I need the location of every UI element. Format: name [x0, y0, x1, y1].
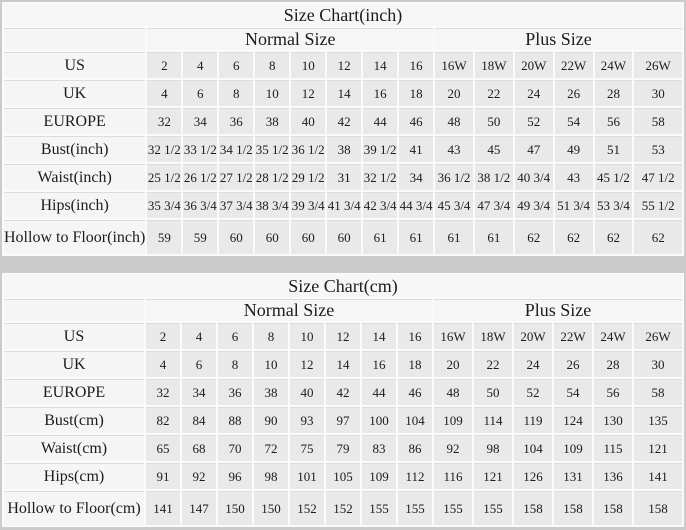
size-cell: 40: [291, 108, 325, 134]
size-cell: 8: [255, 52, 289, 78]
size-cell: 48: [435, 108, 473, 134]
row-label: Hips(inch): [4, 192, 145, 218]
size-cell: 18W: [474, 323, 512, 349]
size-cell: 158: [634, 491, 682, 525]
size-cell: 6: [219, 52, 253, 78]
size-cell: 10: [290, 323, 324, 349]
size-cell: 20W: [514, 323, 552, 349]
size-cell: 65: [146, 435, 180, 461]
size-cell: 16: [398, 323, 432, 349]
size-cell: 8: [218, 351, 252, 377]
size-cell: 37 3/4: [219, 192, 253, 218]
size-cell: 10: [255, 80, 289, 106]
row-label: UK: [4, 351, 144, 377]
size-cell: 109: [362, 463, 396, 489]
size-cell: 155: [474, 491, 512, 525]
size-cell: 130: [594, 407, 632, 433]
size-cell: 62: [595, 220, 633, 254]
size-cell: 32 1/2: [363, 164, 397, 190]
size-cell: 52: [514, 379, 552, 405]
size-cell: 158: [554, 491, 592, 525]
size-cell: 4: [146, 351, 180, 377]
size-cell: 32: [146, 379, 180, 405]
size-cell: 16: [399, 52, 433, 78]
size-cell: 26W: [634, 52, 682, 78]
size-cell: 61: [475, 220, 513, 254]
size-cell: 27 1/2: [219, 164, 253, 190]
row-label: EUROPE: [4, 379, 144, 405]
row-label: US: [4, 52, 145, 78]
size-cell: 24W: [595, 52, 633, 78]
size-cell: 48: [434, 379, 472, 405]
size-cell: 38 3/4: [255, 192, 289, 218]
size-cell: 41 3/4: [327, 192, 361, 218]
size-cell: 24: [515, 80, 553, 106]
size-cell: 22W: [555, 52, 593, 78]
size-cell: 56: [594, 379, 632, 405]
size-cell: 141: [634, 463, 682, 489]
size-cell: 86: [398, 435, 432, 461]
size-cell: 70: [218, 435, 252, 461]
size-cell: 12: [326, 323, 360, 349]
size-cell: 150: [254, 491, 288, 525]
size-cell: 72: [254, 435, 288, 461]
column-group-normal: Normal Size: [147, 28, 433, 50]
size-cell: 38: [254, 379, 288, 405]
size-cell: 44: [363, 108, 397, 134]
size-cell: 114: [474, 407, 512, 433]
size-cell: 4: [183, 52, 217, 78]
size-cell: 92: [182, 463, 216, 489]
size-cell: 16: [362, 351, 396, 377]
size-cell: 101: [290, 463, 324, 489]
size-cell: 152: [326, 491, 360, 525]
size-cell: 155: [398, 491, 432, 525]
size-cell: 115: [594, 435, 632, 461]
row-label: Bust(cm): [4, 407, 144, 433]
size-cell: 43: [435, 136, 473, 162]
size-cell: 29 1/2: [291, 164, 325, 190]
size-cell: 44 3/4: [399, 192, 433, 218]
size-cell: 58: [634, 379, 682, 405]
row-label: Bust(inch): [4, 136, 145, 162]
size-cell: 58: [634, 108, 682, 134]
size-cell: 150: [218, 491, 252, 525]
size-cell: 2: [147, 52, 181, 78]
size-cell: 42 3/4: [363, 192, 397, 218]
row-label: Waist(inch): [4, 164, 145, 190]
size-cell: 18W: [475, 52, 513, 78]
column-group-plus: Plus Size: [434, 299, 682, 321]
size-cell: 34: [183, 108, 217, 134]
size-cell: 31: [327, 164, 361, 190]
table-title: Size Chart(cm): [4, 275, 682, 297]
size-cell: 25 1/2: [147, 164, 181, 190]
size-cell: 24W: [594, 323, 632, 349]
size-cell: 36 3/4: [183, 192, 217, 218]
size-cell: 92: [434, 435, 472, 461]
size-cell: 14: [362, 323, 396, 349]
size-cell: 16W: [435, 52, 473, 78]
size-cell: 47 1/2: [634, 164, 682, 190]
size-cell: 14: [363, 52, 397, 78]
size-cell: 155: [434, 491, 472, 525]
size-cell: 16: [363, 80, 397, 106]
size-cell: 90: [254, 407, 288, 433]
row-label: Waist(cm): [4, 435, 144, 461]
size-cell: 59: [183, 220, 217, 254]
size-cell: 68: [182, 435, 216, 461]
size-cell: 32 1/2: [147, 136, 181, 162]
size-cell: 84: [182, 407, 216, 433]
size-cell: 62: [515, 220, 553, 254]
size-cell: 96: [218, 463, 252, 489]
size-cell: 44: [362, 379, 396, 405]
size-cell: 109: [434, 407, 472, 433]
size-cell: 155: [362, 491, 396, 525]
size-cell: 42: [327, 108, 361, 134]
size-cell: 38: [327, 136, 361, 162]
size-cell: 8: [254, 323, 288, 349]
size-cell: 40: [290, 379, 324, 405]
row-label: Hips(cm): [4, 463, 144, 489]
size-cell: 54: [555, 108, 593, 134]
size-cell: 30: [634, 80, 682, 106]
size-cell: 43: [555, 164, 593, 190]
size-chart-inch-table: [2, 2, 684, 256]
size-cell: 60: [255, 220, 289, 254]
size-cell: 105: [326, 463, 360, 489]
size-cell: 22: [475, 80, 513, 106]
size-cell: 34: [182, 379, 216, 405]
size-cell: 93: [290, 407, 324, 433]
size-cell: 45 3/4: [435, 192, 473, 218]
table-title: Size Chart(inch): [4, 4, 682, 26]
size-cell: 47 3/4: [475, 192, 513, 218]
size-cell: 28: [594, 351, 632, 377]
size-cell: 135: [634, 407, 682, 433]
size-cell: 104: [514, 435, 552, 461]
size-cell: 60: [291, 220, 325, 254]
column-group-normal: Normal Size: [146, 299, 432, 321]
size-cell: 40 3/4: [515, 164, 553, 190]
size-cell: 61: [399, 220, 433, 254]
size-cell: 12: [291, 80, 325, 106]
size-cell: 60: [219, 220, 253, 254]
size-cell: 35 1/2: [255, 136, 289, 162]
size-cell: 39 3/4: [291, 192, 325, 218]
size-cell: 62: [634, 220, 682, 254]
row-label: Hollow to Floor(cm): [4, 491, 144, 525]
size-cell: 51 3/4: [555, 192, 593, 218]
size-cell: 112: [398, 463, 432, 489]
size-cell: 124: [554, 407, 592, 433]
size-cell: 53 3/4: [595, 192, 633, 218]
size-cell: 26W: [634, 323, 682, 349]
size-cell: 54: [554, 379, 592, 405]
size-cell: 36 1/2: [291, 136, 325, 162]
size-cell: 49 3/4: [515, 192, 553, 218]
size-cell: 18: [398, 351, 432, 377]
size-cell: 136: [594, 463, 632, 489]
size-cell: 20: [435, 80, 473, 106]
size-cell: 56: [595, 108, 633, 134]
size-chart-cm-table: [2, 273, 684, 527]
size-cell: 61: [363, 220, 397, 254]
size-cell: 30: [634, 351, 682, 377]
size-cell: 18: [399, 80, 433, 106]
size-cell: 121: [634, 435, 682, 461]
size-cell: 59: [147, 220, 181, 254]
size-cell: 121: [474, 463, 512, 489]
size-cell: 152: [290, 491, 324, 525]
size-cell: 147: [182, 491, 216, 525]
size-cell: 38: [255, 108, 289, 134]
row-label: UK: [4, 80, 145, 106]
size-cell: 61: [435, 220, 473, 254]
size-cell: 60: [327, 220, 361, 254]
size-cell: 26: [555, 80, 593, 106]
size-cell: 119: [514, 407, 552, 433]
size-cell: 131: [554, 463, 592, 489]
size-cell: 20: [434, 351, 472, 377]
size-cell: 24: [514, 351, 552, 377]
size-cell: 2: [146, 323, 180, 349]
size-cell: 8: [219, 80, 253, 106]
size-cell: 158: [514, 491, 552, 525]
size-cell: 33 1/2: [183, 136, 217, 162]
size-cell: 12: [290, 351, 324, 377]
row-label: EUROPE: [4, 108, 145, 134]
size-cell: 22: [474, 351, 512, 377]
size-cell: 6: [182, 351, 216, 377]
size-cell: 42: [326, 379, 360, 405]
size-cell: 26: [554, 351, 592, 377]
size-cell: 45: [475, 136, 513, 162]
size-cell: 6: [218, 323, 252, 349]
size-cell: 51: [595, 136, 633, 162]
size-cell: 39 1/2: [363, 136, 397, 162]
size-cell: 36: [218, 379, 252, 405]
size-cell: 91: [146, 463, 180, 489]
size-cell: 14: [327, 80, 361, 106]
size-cell: 36: [219, 108, 253, 134]
size-cell: 46: [398, 379, 432, 405]
size-cell: 10: [254, 351, 288, 377]
size-cell: 97: [326, 407, 360, 433]
size-cell: 35 3/4: [147, 192, 181, 218]
size-cell: 104: [398, 407, 432, 433]
size-cell: 34: [399, 164, 433, 190]
size-cell: 50: [474, 379, 512, 405]
size-cell: 98: [254, 463, 288, 489]
column-group-plus: Plus Size: [435, 28, 682, 50]
size-cell: 26 1/2: [183, 164, 217, 190]
size-cell: 53: [634, 136, 682, 162]
size-cell: 45 1/2: [595, 164, 633, 190]
corner-cell: [4, 28, 145, 50]
size-cell: 116: [434, 463, 472, 489]
size-cell: 34 1/2: [219, 136, 253, 162]
size-cell: 158: [594, 491, 632, 525]
row-label: US: [4, 323, 144, 349]
size-cell: 52: [515, 108, 553, 134]
size-cell: 28: [595, 80, 633, 106]
size-cell: 83: [362, 435, 396, 461]
size-cell: 98: [474, 435, 512, 461]
size-cell: 41: [399, 136, 433, 162]
size-cell: 100: [362, 407, 396, 433]
size-cell: 4: [147, 80, 181, 106]
size-cell: 141: [146, 491, 180, 525]
size-cell: 62: [555, 220, 593, 254]
size-cell: 50: [475, 108, 513, 134]
size-cell: 36 1/2: [435, 164, 473, 190]
size-cell: 109: [554, 435, 592, 461]
size-cell: 55 1/2: [634, 192, 682, 218]
size-cell: 22W: [554, 323, 592, 349]
size-cell: 47: [515, 136, 553, 162]
size-cell: 10: [291, 52, 325, 78]
size-cell: 75: [290, 435, 324, 461]
size-cell: 49: [555, 136, 593, 162]
size-cell: 126: [514, 463, 552, 489]
corner-cell: [4, 299, 144, 321]
size-cell: 88: [218, 407, 252, 433]
size-cell: 38 1/2: [475, 164, 513, 190]
size-cell: 46: [399, 108, 433, 134]
size-cell: 4: [182, 323, 216, 349]
size-cell: 16W: [434, 323, 472, 349]
size-cell: 6: [183, 80, 217, 106]
size-cell: 79: [326, 435, 360, 461]
size-cell: 20W: [515, 52, 553, 78]
size-cell: 32: [147, 108, 181, 134]
row-label: Hollow to Floor(inch): [4, 220, 145, 254]
size-cell: 82: [146, 407, 180, 433]
size-cell: 12: [327, 52, 361, 78]
size-cell: 14: [326, 351, 360, 377]
size-cell: 28 1/2: [255, 164, 289, 190]
